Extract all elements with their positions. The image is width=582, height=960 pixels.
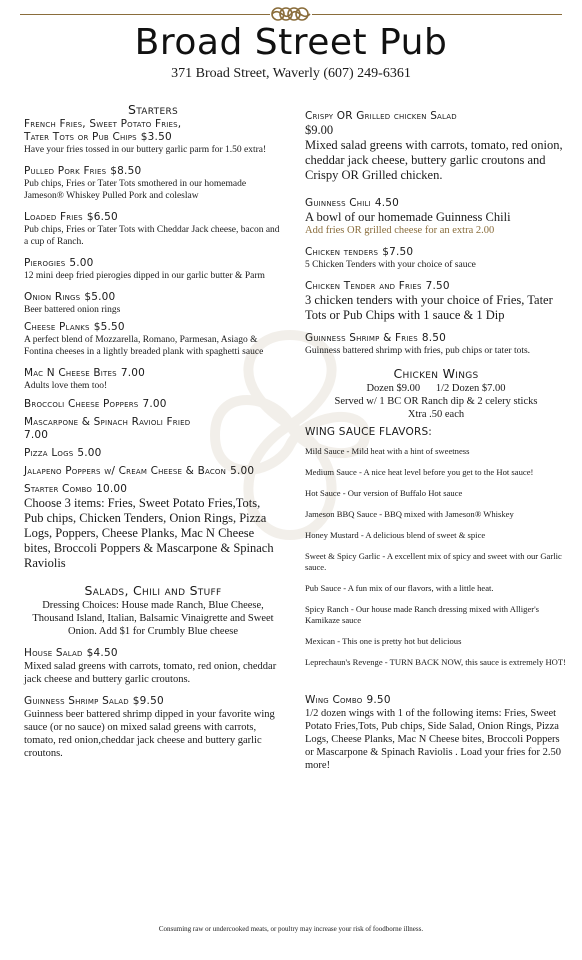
item-name: Jalapeno Poppers w/ Cream Cheese & Bacon 5.00	[24, 465, 255, 477]
menu-item	[24, 447, 282, 460]
item-desc: Choose 3 items: Fries, Sweet Potato Fries,Tots, Pub chips, Chicken Tenders, Onion Rings, Pizza Logs, Poppers, Cheese Planks, Mac N Cheese bites, Broccoli Poppers & Mascarpone & Spinach Raviolis	[24, 496, 274, 570]
item-desc: Adults love them too!	[24, 381, 108, 391]
item-price: 5.00	[230, 465, 255, 477]
fries-desc: Have your fries tossed in our buttery garlic parm for 1.50 extra!	[24, 145, 267, 155]
menu-item-chicken-tenders	[305, 246, 567, 271]
chili-extra: Add fries OR grilled cheese for an extra 2.00	[305, 225, 495, 236]
item-name: Pulled Pork Fries $8.50	[24, 165, 142, 177]
menu-item	[24, 465, 282, 478]
item-price: $9.50	[132, 695, 164, 707]
item-name: Broccoli Cheese Poppers 7.00	[24, 398, 167, 410]
item-desc: 12 mini deep fried pierogies dipped in our garlic butter & Parm	[24, 271, 265, 281]
wings-extra-line: Xtra .50 each	[407, 409, 465, 420]
item-price: $5.00	[84, 291, 116, 303]
item-name: Mascarpone & Spinach Ravioli Fried 7.00	[24, 416, 191, 441]
item-name: Loaded Fries $6.50	[24, 211, 118, 223]
item-name: Guinness Chili 4.50	[305, 197, 400, 209]
sauce-item: Hot Sauce - Our version of Buffalo Hot sauce	[305, 488, 463, 498]
item-name: Chicken tenders $7.50	[305, 246, 414, 258]
menu-item	[24, 257, 282, 282]
item-price: 4.50	[374, 197, 400, 209]
wings-pricing	[305, 382, 567, 421]
item-price: $9.00	[305, 123, 334, 137]
sauce-item: Jameson BBQ Sauce - BBQ mixed with Jameson® Whiskey	[305, 509, 514, 519]
item-name: Chicken Tender and Fries 7.50	[305, 280, 450, 292]
item-price: $6.50	[86, 211, 118, 223]
item-price: 9.50	[366, 694, 391, 706]
item-price: 5.00	[77, 447, 102, 459]
fries-name-text: Tater Tots or Pub Chips	[24, 131, 137, 143]
sauce-item: Spicy Ranch - Our house made Ranch dressing mixed with Alliger's Kamikaze sauce	[305, 604, 540, 625]
salads-heading: Salads, Chili and Stuff	[84, 583, 222, 598]
item-price: 7.00	[24, 429, 49, 441]
menu-item-crispy-salad	[305, 110, 567, 183]
sauce-item: Sweet & Spicy Garlic - A excellent mix of spicy and sweet with our Garlic sauce.	[305, 551, 562, 572]
item-desc: A perfect blend of Mozzarella, Romano, Parmesan, Asiago & Fontina cheeses in a lightly breaded plank with spaghetti sauce	[24, 335, 264, 357]
page-title: Broad Street Pub	[134, 22, 448, 63]
item-name: Guinness Shrimp & Fries 8.50	[305, 332, 447, 344]
wings-price-line: Dozen $9.00 1/2 Dozen $7.00	[366, 383, 506, 394]
item-desc: 5 Chicken Tenders with your choice of sauce	[305, 260, 476, 270]
menu-item	[24, 165, 282, 202]
celtic-knot-icon	[270, 5, 312, 23]
item-name: House Salad $4.50	[24, 647, 118, 659]
sauce-item: Leprechaun's Revenge - TURN BACK NOW, this sauce is extremely HOT!	[305, 657, 566, 667]
item-name: Starter Combo 10.00	[24, 483, 128, 495]
header-rule-left	[20, 14, 270, 15]
sauce-item: Mild Sauce - Mild heat with a hint of sweetness	[305, 446, 470, 456]
menu-item	[24, 647, 282, 686]
menu-item	[24, 695, 282, 760]
item-name: Pizza Logs 5.00	[24, 447, 102, 459]
sauce-item: Mexican - This one is pretty hot but delicious	[305, 636, 462, 646]
left-column	[24, 102, 282, 769]
header-rule-right	[312, 14, 562, 15]
fries-name-line1: French Fries, Sweet Potato Fries,	[24, 118, 182, 130]
item-price: $8.50	[110, 165, 142, 177]
sauce-item: Honey Mustard - A delicious blend of sweet & spice	[305, 530, 486, 540]
sauce-item: Pub Sauce - A fun mix of our flavors, with a little heat.	[305, 583, 494, 593]
item-desc: Guinness battered shrimp with fries, pub chips or tater tots.	[305, 346, 531, 356]
fries-name-line2	[24, 131, 282, 144]
menu-item-wing-combo	[305, 694, 567, 772]
menu-item	[24, 211, 282, 248]
item-desc: Guinness beer battered shrimp dipped in your favorite wing sauce (or no sauce) on mixed salad greens with carrots, tomato, red onion,cheddar jack cheese and buttery garlic croutons.	[24, 709, 275, 759]
menu-item-tender-fries	[305, 280, 567, 323]
item-price: 7.00	[120, 367, 145, 379]
item-desc: Beer battered onion rings	[24, 305, 121, 315]
item-name: Cheese Planks $5.50	[24, 321, 125, 333]
item-desc: Mixed salad greens with carrots, tomato, red onion, cheddar jack cheese and buttery garlic croutons.	[24, 661, 277, 685]
wings-heading: Chicken Wings	[393, 366, 479, 381]
menu-item-fries	[24, 118, 282, 156]
pub-address: 371 Broad Street, Waverly (607) 249-6361	[171, 66, 411, 81]
item-name: Guinness Shrimp Salad $9.50	[24, 695, 164, 707]
item-price: $5.50	[93, 321, 125, 333]
menu-item	[24, 367, 282, 392]
item-desc: Mixed salad greens with carrots, tomato, red onion, cheddar jack cheese, buttery garlic croutons and Crispy OR Grilled chicken.	[305, 138, 563, 182]
right-column	[305, 110, 567, 781]
menu-item	[24, 321, 282, 358]
item-name: Crispy OR Grilled chicken Salad	[305, 110, 457, 122]
menu-item-starter-combo	[24, 483, 282, 571]
item-desc: 1/2 dozen wings with 1 of the following items: Fries, Sweet Potato Fries,Tots, Pub chips, Side Salad, Onion Rings, Pizza Logs, Cheese Planks, Mac N Cheese bites, Broccoli Poppers or Mascarpone & Spinach Raviolis . Load your fries for 2.50 more!	[305, 708, 562, 771]
item-name: Mac N Cheese Bites 7.00	[24, 367, 145, 379]
menu-item-guinness-shrimp	[305, 332, 567, 357]
item-price: 5.00	[69, 257, 94, 269]
item-name: Pierogies 5.00	[24, 257, 94, 269]
starters-heading: Starters	[127, 102, 179, 117]
fries-price: $3.50	[140, 131, 172, 143]
health-disclaimer: Consuming raw or undercooked meats, or poultry may increase your risk of foodborne illness.	[158, 925, 424, 933]
item-name: Wing Combo 9.50	[305, 694, 391, 706]
item-price: 7.00	[142, 398, 167, 410]
dressing-choices: Dressing Choices: House made Ranch, Blue Cheese, Thousand Island, Italian, Balsamic Vinaigrette and Sweet Onion. Add $1 for Crumbly Blue cheese	[32, 600, 274, 637]
menu-item	[24, 398, 282, 411]
menu-item	[24, 291, 282, 316]
item-name: Onion Rings $5.00	[24, 291, 116, 303]
wings-served-line: Served w/ 1 BC OR Ranch dip & 2 celery sticks	[334, 396, 538, 407]
menu-item-guinness-chili	[305, 197, 567, 237]
item-price: $4.50	[86, 647, 118, 659]
wing-sauce-heading: WING SAUCE FLAVORS:	[305, 426, 433, 438]
item-price: $7.50	[382, 246, 414, 258]
item-price: 10.00	[96, 483, 128, 495]
menu-item	[24, 416, 282, 442]
item-desc: Pub chips, Fries or Tater Tots smothered in our homemade Jameson® Whiskey Pulled Pork and coleslaw	[24, 179, 247, 201]
item-desc: Pub chips, Fries or Tater Tots with Cheddar Jack cheese, bacon and a cup of Ranch.	[24, 225, 280, 247]
item-desc: 3 chicken tenders with your choice of Fries, Tater Tots or Pub Chips with 1 sauce & 1 Dip	[305, 293, 553, 322]
item-price: 8.50	[421, 332, 447, 344]
sauce-item: Medium Sauce - A nice heat level before you get to the Hot sauce!	[305, 467, 534, 477]
item-price: 7.50	[425, 280, 450, 292]
item-desc: A bowl of our homemade Guinness Chili	[305, 210, 511, 224]
